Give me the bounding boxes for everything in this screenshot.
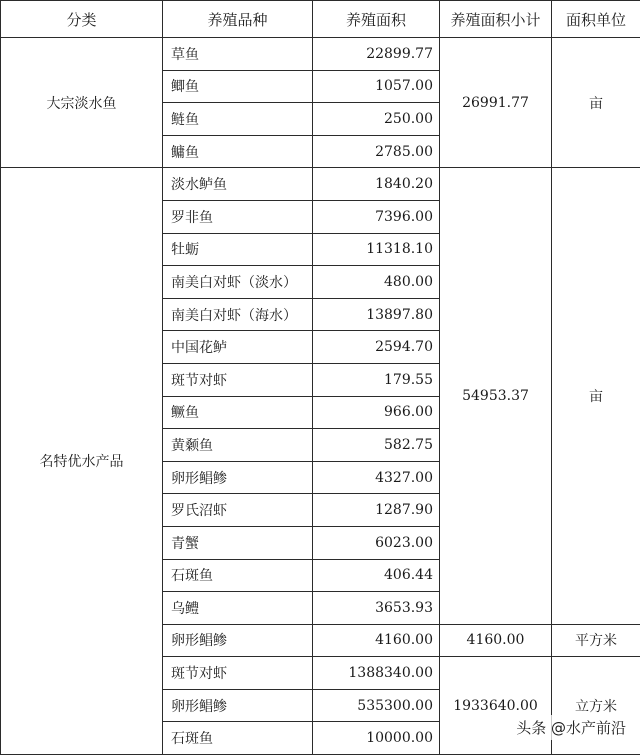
- species-cell: 卵形鲳鲹: [163, 689, 313, 722]
- table-row: [1, 38, 640, 71]
- species-cell: 卵形鲳鲹: [163, 461, 313, 494]
- area-cell: 480.00: [313, 266, 440, 299]
- area-cell: 7396.00: [313, 200, 440, 233]
- area-cell: 22899.77: [313, 38, 440, 71]
- species-cell: 牡蛎: [163, 233, 313, 266]
- category-cell: 大宗淡水鱼: [1, 38, 163, 168]
- species-cell: 鳜鱼: [163, 396, 313, 429]
- area-cell: 1840.20: [313, 168, 440, 201]
- header-area-unit: 面积单位: [552, 1, 640, 38]
- area-cell: 13897.80: [313, 298, 440, 331]
- area-cell: 179.55: [313, 363, 440, 396]
- area-cell: 2785.00: [313, 135, 440, 168]
- header-area: 养殖面积: [313, 1, 440, 38]
- area-cell: 2594.70: [313, 331, 440, 364]
- subtotal-cell: 1933640.00: [440, 657, 552, 755]
- unit-cell: 平方米: [552, 624, 640, 657]
- area-cell: 535300.00: [313, 689, 440, 722]
- species-cell: 卵形鲳鲹: [163, 624, 313, 657]
- subtotal-cell: 54953.37: [440, 168, 552, 624]
- area-cell: 1287.90: [313, 494, 440, 527]
- area-cell: 1057.00: [313, 70, 440, 103]
- watermark-text: 头条 @水产前沿: [516, 719, 626, 737]
- area-cell: 10000.00: [313, 722, 440, 755]
- species-cell: 石斑鱼: [163, 722, 313, 755]
- unit-cell: 亩: [552, 168, 640, 624]
- species-cell: 中国花鲈: [163, 331, 313, 364]
- unit-cell: 立方米: [552, 657, 640, 755]
- header-category: 分类: [1, 1, 163, 38]
- subtotal-cell: 26991.77: [440, 38, 552, 168]
- subtotal-cell: 4160.00: [440, 624, 552, 657]
- species-cell: 乌鳢: [163, 592, 313, 625]
- watermark: [512, 715, 630, 740]
- species-cell: 斑节对虾: [163, 657, 313, 690]
- header-species: 养殖品种: [163, 1, 313, 38]
- header-row: [1, 1, 640, 38]
- species-cell: 南美白对虾（海水）: [163, 298, 313, 331]
- species-cell: 罗非鱼: [163, 200, 313, 233]
- unit-cell: 亩: [552, 38, 640, 168]
- species-cell: 鲢鱼: [163, 103, 313, 136]
- species-cell: 石斑鱼: [163, 559, 313, 592]
- species-cell: 淡水鲈鱼: [163, 168, 313, 201]
- species-cell: 青蟹: [163, 526, 313, 559]
- species-cell: 鳙鱼: [163, 135, 313, 168]
- area-cell: 406.44: [313, 559, 440, 592]
- area-cell: 6023.00: [313, 526, 440, 559]
- species-cell: 罗氏沼虾: [163, 494, 313, 527]
- table-row: [1, 168, 640, 201]
- area-cell: 582.75: [313, 429, 440, 462]
- area-cell: 966.00: [313, 396, 440, 429]
- area-cell: 3653.93: [313, 592, 440, 625]
- category-cell: 名特优水产品: [1, 168, 163, 755]
- area-cell: 250.00: [313, 103, 440, 136]
- species-cell: 黄颡鱼: [163, 429, 313, 462]
- area-cell: 4160.00: [313, 624, 440, 657]
- area-cell: 4327.00: [313, 461, 440, 494]
- area-cell: 1388340.00: [313, 657, 440, 690]
- species-cell: 斑节对虾: [163, 363, 313, 396]
- species-cell: 南美白对虾（淡水）: [163, 266, 313, 299]
- species-cell: 鲫鱼: [163, 70, 313, 103]
- species-cell: 草鱼: [163, 38, 313, 71]
- header-area-subtotal: 养殖面积小计: [440, 1, 552, 38]
- area-cell: 11318.10: [313, 233, 440, 266]
